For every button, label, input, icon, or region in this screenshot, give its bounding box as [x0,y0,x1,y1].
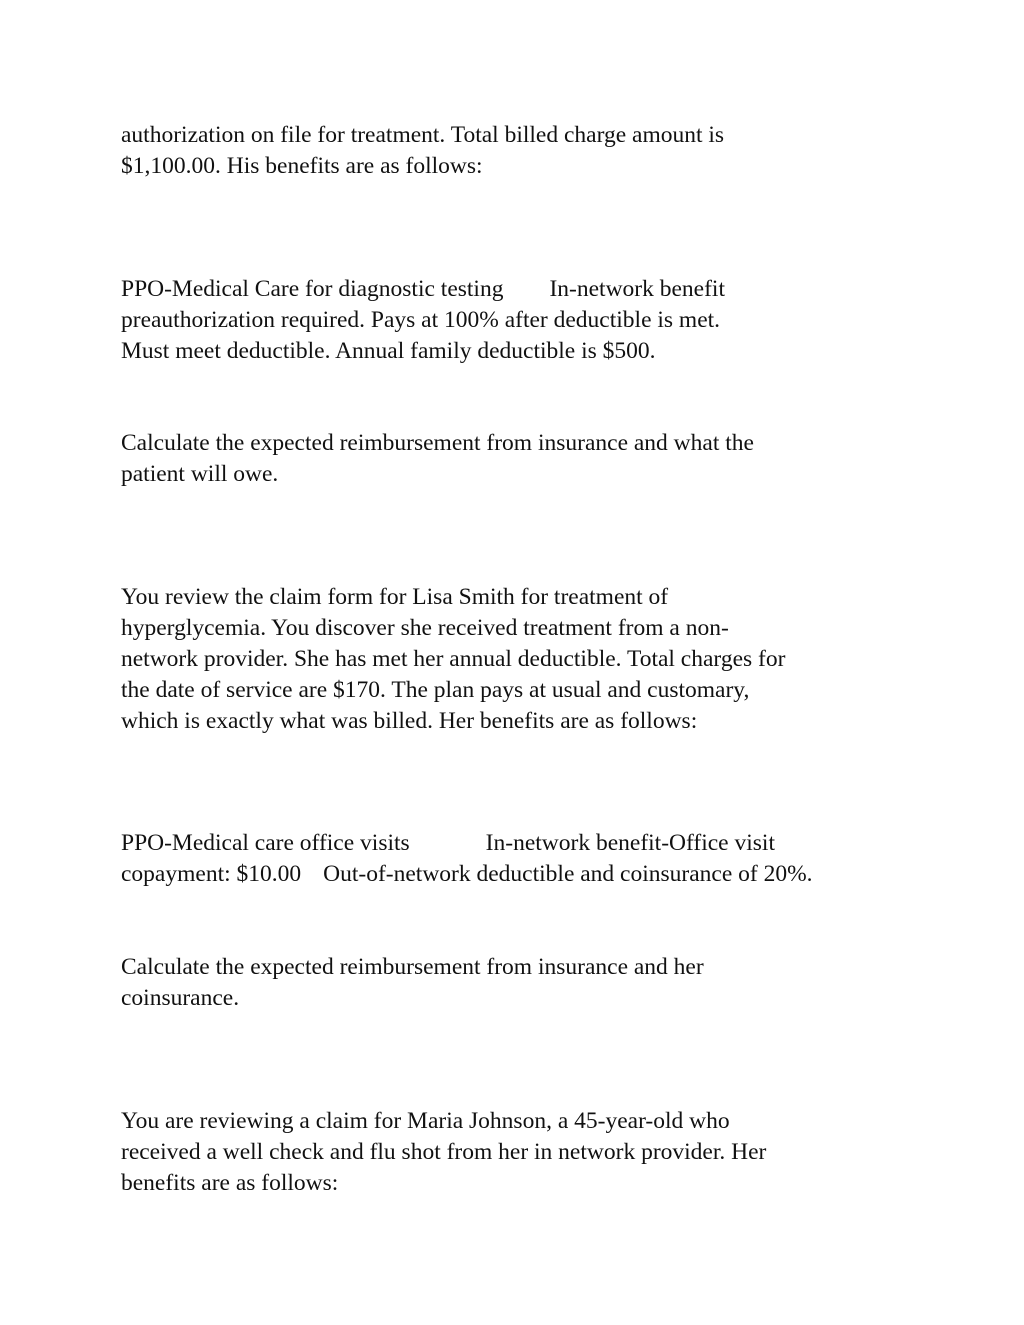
paragraph-diagnostic-benefits [121,274,921,367]
paragraph-calculate-owe [121,428,921,490]
paragraph-calculate-coinsurance [121,952,921,1014]
text-line: Calculate the expected reimbursement from insurance and what the [121,430,754,456]
paragraph-lisa-smith-claim [121,582,921,737]
text-line: the date of service are $170. The plan pays at usual and customary, [121,677,750,703]
paragraph-office-visit-benefits [121,828,921,890]
text-line: Calculate the expected reimbursement from insurance and her [121,954,704,980]
text-segment: Out-of-network deductible and coinsurance of 20%. [323,861,813,887]
text-line [121,274,921,305]
text-line [121,828,921,859]
text-segment: In-network benefit-Office visit [485,830,775,856]
text-segment: PPO-Medical Care for diagnostic testing [121,276,504,302]
text-line: network provider. She has met her annual deductible. Total charges for [121,646,786,672]
paragraph-authorization [121,120,921,182]
text-line: benefits are as follows: [121,1170,339,1196]
text-line: $1,100.00. His benefits are as follows: [121,153,483,179]
text-line: received a well check and flu shot from her in network provider. Her [121,1139,767,1165]
text-segment: copayment: $10.00 [121,861,302,887]
text-line: You review the claim form for Lisa Smith for treatment of [121,584,669,610]
text-line: hyperglycemia. You discover she received treatment from a non- [121,615,729,641]
text-line: patient will owe. [121,461,279,487]
paragraph-maria-johnson-claim [121,1106,921,1199]
text-line: preauthorization required. Pays at 100% after deductible is met. [121,307,721,333]
text-line: You are reviewing a claim for Maria Johnson, a 45-year-old who [121,1108,730,1134]
text-line: Must meet deductible. Annual family deductible is $500. [121,338,656,364]
text-segment: In-network benefit [549,276,725,302]
text-line: which is exactly what was billed. Her benefits are as follows: [121,708,698,734]
text-line: coinsurance. [121,985,240,1011]
text-line: authorization on file for treatment. Total billed charge amount is [121,122,725,148]
text-line [121,859,921,890]
text-segment: PPO-Medical care office visits [121,830,410,856]
